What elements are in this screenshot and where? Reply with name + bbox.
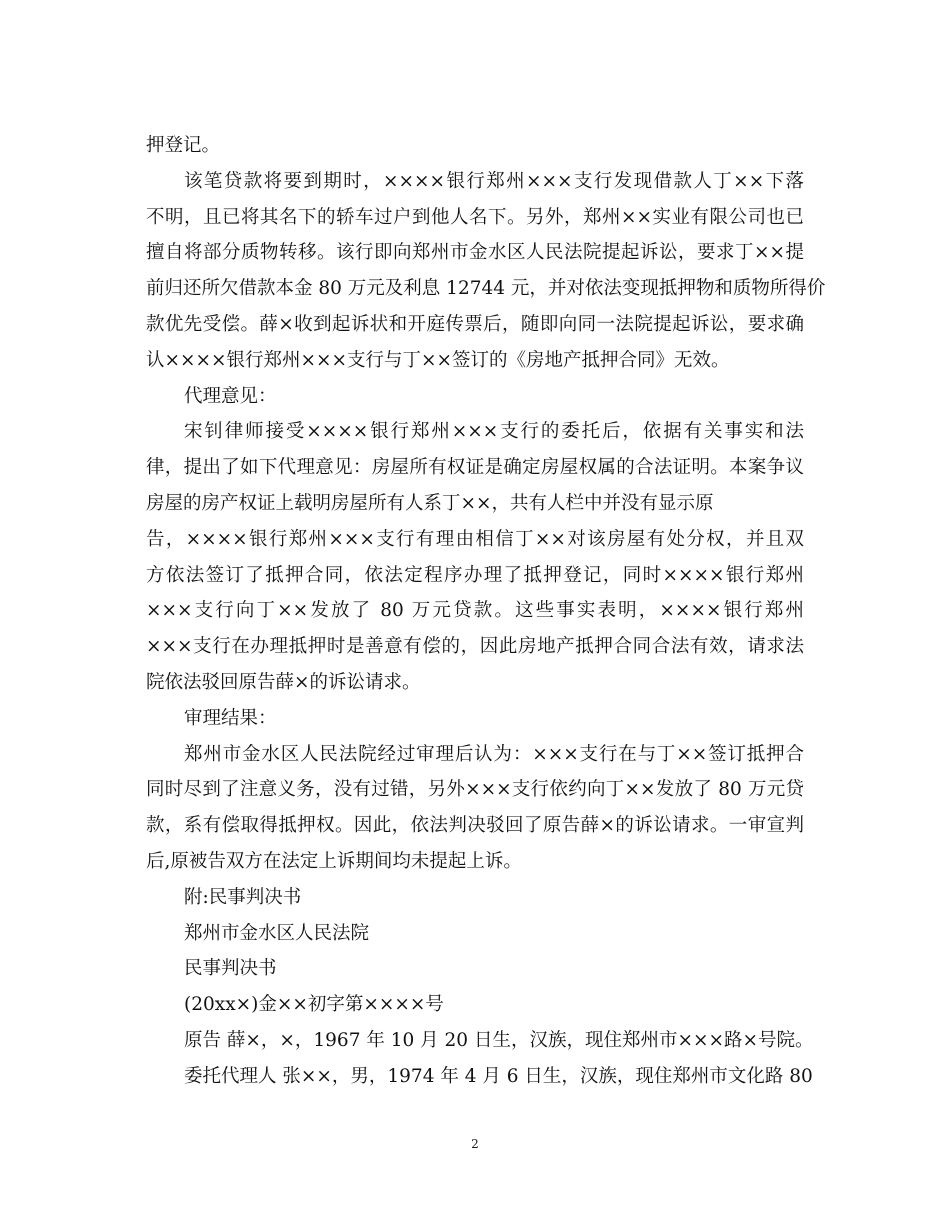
paragraph-line: 方依法签订了抵押合同，依法定程序办理了抵押登记，同时××××银行郑州: [146, 564, 804, 586]
paragraph-line: 郑州市金水区人民法院经过审理后认为：×××支行在与丁××签订抵押合: [184, 743, 804, 765]
paragraph-line: 同时尽到了注意义务，没有过错，另外×××支行依约向丁××发放了 80 万元贷: [146, 779, 804, 801]
court-name: 郑州市金水区人民法院: [184, 922, 370, 944]
agent-line: 委托代理人 张××，男，1974 年 4 月 6 日生，汉族，现住郑州市文化路 80: [184, 1065, 813, 1087]
appendix-heading: 附:民事判决书: [184, 886, 302, 908]
section-heading: 审理结果：: [184, 707, 277, 729]
paragraph-line: 律，提出了如下代理意见：房屋所有权证是确定房屋权属的合法证明。本案争议: [146, 457, 804, 479]
paragraph-line: 告，××××银行郑州×××支行有理由相信丁××对该房屋有处分权，并且双: [146, 528, 804, 550]
judgment-title: 民事判决书: [184, 958, 277, 980]
section-heading: 代理意见：: [184, 385, 277, 407]
paragraph-line: 该笔贷款将要到期时，××××银行郑州×××支行发现借款人丁××下落: [184, 170, 804, 192]
paragraph-line: 款优先受偿。薛×收到起诉状和开庭传票后，随即向同一法院提起诉讼，要求确: [146, 313, 804, 335]
paragraph-line: 押登记。: [146, 135, 221, 156]
plaintiff-line: 原告 薛×，×，1967 年 10 月 20 日生，汉族，现住郑州市×××路×号院。: [184, 1029, 814, 1051]
paragraph-line: 前归还所欠借款本金 80 万元及利息 12744 元，并对依法变现抵押物和质物所得价: [146, 278, 826, 300]
paragraph-line: 认××××银行郑州×××支行与丁××签订的《房地产抵押合同》无效。: [146, 349, 730, 371]
paragraph-line: 房屋的房产权证上载明房屋所有人系丁××，共有人栏中并没有显示原: [146, 492, 714, 514]
document-body: [146, 128, 826, 1095]
paragraph-line: 擅自将部分质物转移。该行即向郑州市金水区人民法院提起诉讼，要求丁××提: [146, 242, 804, 264]
paragraph-line: 宋钊律师接受××××银行郑州×××支行的委托后，依据有关事实和法: [184, 421, 804, 443]
paragraph-line: 款，系有偿取得抵押权。因此，依法判决驳回了原告薛×的诉讼请求。一审宣判: [146, 815, 804, 837]
paragraph-line: ×××支行向丁××发放了 80 万元贷款。这些事实表明，××××银行郑州: [146, 600, 804, 622]
paragraph-line: 不明，且已将其名下的轿车过户到他人名下。另外，郑州××实业有限公司也已: [146, 206, 804, 228]
paragraph-line: 后,原被告双方在法定上诉期间均未提起上诉。: [146, 850, 522, 872]
paragraph-line: 院依法驳回原告薛×的诉讼请求。: [146, 671, 421, 693]
case-number: (20xx×)金××初字第××××号: [184, 994, 444, 1016]
paragraph-line: ×××支行在办理抵押时是善意有偿的，因此房地产抵押合同合法有效，请求法: [146, 636, 804, 658]
page-number: 2: [471, 1137, 479, 1151]
